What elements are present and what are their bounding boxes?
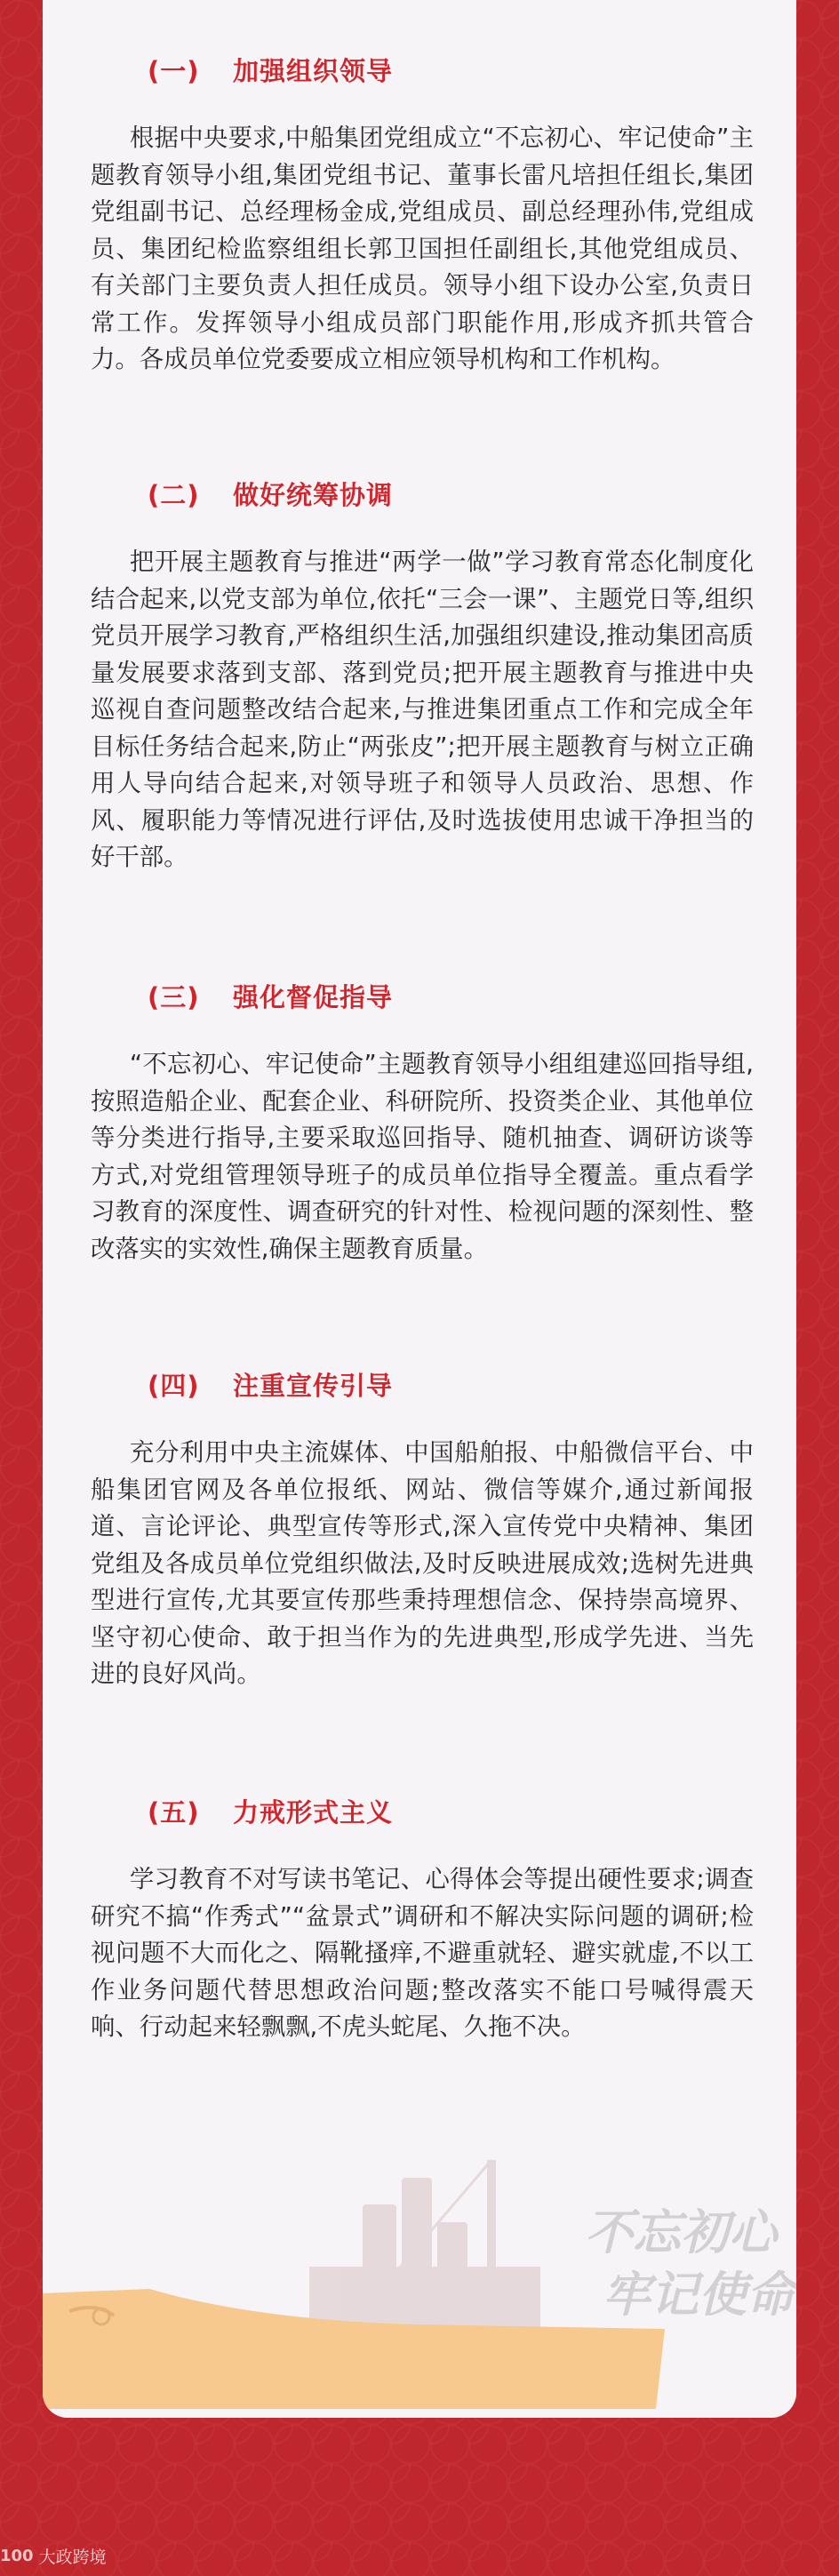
section-2-heading — [148, 476, 393, 512]
section-3-number: (三) — [148, 982, 200, 1012]
section-4-heading — [148, 1366, 393, 1403]
section-2-text: 把开展主题教育与推进“两学一做”学习教育常态化制度化结合起来,以党支部为单位,依托“三会一课”、主题党日等,组织党员开展学习教育,严格组织生活,加强组织建设,推动集团高质量发展要求落到支部、落到党员;把开展主题教育与推进中央巡视自查问题整改结合起来,与推进集团重点工作和完成全年目标任务结合起来,防止“两张皮”;把开展主题教育与树立正确用人导向结合起来,对领导班子和领导人员政治、思想、作风、履职能力等情况进行评估,及时选拔使用忠诚干净担当的好干部。 — [91, 548, 754, 871]
section-5-text: 学习教育不对写读书笔记、心得体会等提出硬性要求;调查研究不搞“作秀式”“盆景式”调研和不解决实际问题的调研;检视问题不大而化之、隔靴搔痒,不避重就轻、避实就虚,不以工作业务问题代替思想政治问题;整改落实不能口号喊得震天响、行动起来轻飘飘,不虎头蛇尾、久拖不决。 — [91, 1866, 754, 2041]
section-3-text: “不忘初心、牢记使命”主题教育领导小组组建巡回指导组,按照造船企业、配套企业、科研院所、投资类企业、其他单位等分类进行指导,主要采取巡回指导、随机抽查、调研访谈等方式,对党组管理领导班子的成员单位指导全覆盖。重点看学习教育的深度性、调查研究的针对性、检视问题的深刻性、整改落实的实效性,确保主题教育质量。 — [91, 1051, 754, 1263]
watermark-logo: 100 — [0, 2546, 34, 2565]
ship-illustration — [43, 2142, 796, 2418]
content-card — [43, 0, 796, 2418]
section-1-title: 加强组织领导 — [233, 56, 394, 86]
section-1-text: 根据中央要求,中船集团党组成立“不忘初心、牢记使命”主题教育领导小组,集团党组书记、董事长雷凡培担任组长,集团党组副书记、总经理杨金成,党组成员、副总经理孙伟,党组成员、集团纪检监察组组长郭卫国担任副组长,其他党组成员、有关部门主要负责人担任成员。领导小组下设办公室,负责日常工作。发挥领导小组成员部门职能作用,形成齐抓共管合力。各成员单位党委要成立相应领导机构和工作机构。 — [91, 124, 754, 373]
section-3-title: 强化督促指导 — [233, 982, 394, 1012]
watermark-text: 大政跨境 — [38, 2547, 107, 2567]
slogan-calligraphy — [585, 2204, 796, 2323]
slogan-line-2: 牢记使命 — [603, 2266, 795, 2323]
section-5-title: 力戒形式主义 — [233, 1797, 394, 1828]
ship-superstructure — [309, 2267, 540, 2329]
section-5-number: (五) — [148, 1797, 200, 1828]
section-2-title: 做好统筹协调 — [233, 480, 394, 510]
section-4-number: (四) — [148, 1371, 200, 1401]
slogan-line-1: 不忘初心 — [585, 2204, 777, 2260]
section-1-number: (一) — [148, 56, 200, 86]
section-4-text: 充分利用中央主流媒体、中国船舶报、中船微信平台、中船集团官网及各单位报纸、网站、微信等媒介,通过新闻报道、言论评论、典型宣传等形式,深入宣传党中央精神、集团党组及各成员单位党组织做法,及时反映进展成效;选树先进典型进行宣传,尤其要宣传那些秉持理想信念、保持崇高境界、坚守初心使命、敢于担当作为的先进典型,形成学先进、当先进的良好风尚。 — [91, 1439, 754, 1688]
section-5-heading — [148, 1793, 393, 1829]
ship-mast — [487, 2160, 496, 2329]
watermark — [0, 2535, 107, 2576]
section-3-heading — [148, 978, 393, 1014]
section-1-heading — [148, 52, 393, 88]
section-2-number: (二) — [148, 480, 200, 510]
section-4-title: 注重宣传引导 — [233, 1371, 394, 1401]
